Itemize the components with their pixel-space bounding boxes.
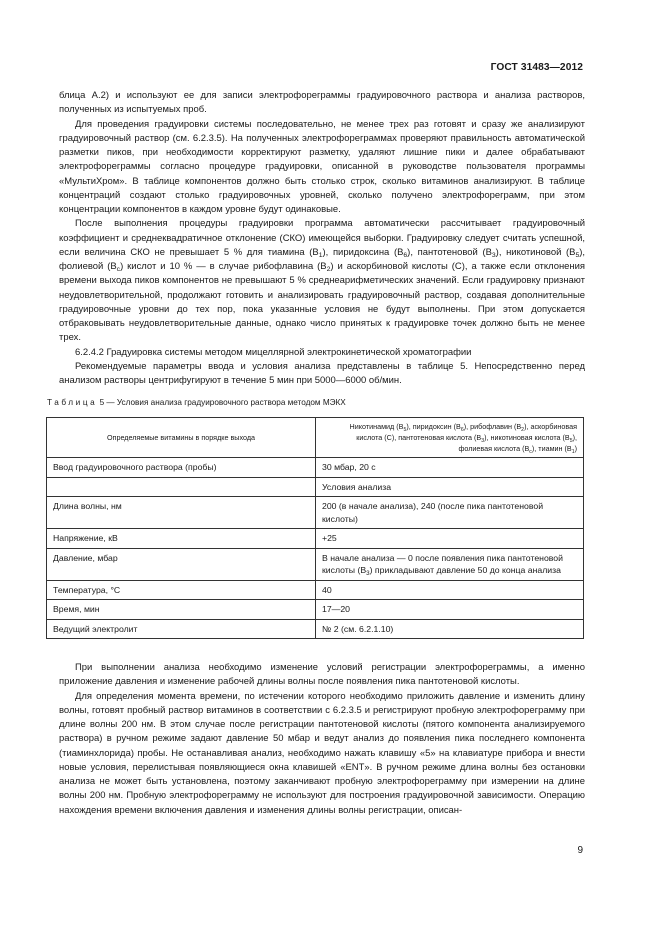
table-cell-value: 200 (в начале анализа), 240 (после пика пантотеновой кислоты) [316, 497, 584, 529]
table-cell-param: Температура, °С [47, 580, 316, 600]
table-caption [47, 398, 346, 407]
body-text [59, 89, 585, 388]
page-number: 9 [577, 845, 583, 856]
standard-header: ГОСТ 31483—2012 [490, 62, 583, 73]
paragraph-3: После выполнения процедуры градуировки программа автоматически рассчитывает градуировочный коэффициент и среднеквадратичное отклонение (СКО) имеющейся выборки. Градуировку следует считать успешной, если величина СКО не превышает 5 % для тиамина $(B_1)$, пиридоксина $(B_6)$, пантотеновой $(B_3)$, никотиновой $(B_5)$, фолиевой $(B_c)$ кислот и 10 % — в случае рибофлавина $(B_2)$ и аскорбиновой кислоты (С), а также если отклонения времени выхода пиков компонентов не превышают 5 % среднеарифметических значений. Если градуировку признают неудовлетворительной, продолжают готовить и анализировать градуировочный раствор, создавая дополнительные градуировочные уровни до тех пор, пока указанные условия не будут выполнены. При этом допускается отбраковывать неудовлетворительные данные, однако число принятых к градуировке точек должно быть не менее трех. [59, 218, 585, 344]
table-cell-param: Длина волны, нм [47, 497, 316, 529]
table-cell-value: +25 [316, 529, 584, 549]
table-cell-value: В начале анализа — 0 после появления пика пантотеновой кислоты $(B_3)$ прикладывают давление 50 до конца анализа [316, 548, 584, 580]
table-cell-param: Напряжение, кВ [47, 529, 316, 549]
conditions-table [46, 417, 584, 639]
table-cell-param [47, 477, 316, 497]
table-cell-param: Время, мин [47, 600, 316, 620]
table-cell-value: 40 [316, 580, 584, 600]
paragraph-6: При выполнении анализа необходимо изменение условий регистрации электрофореграммы, а именно приложение давления и изменение рабочей длины волны после появления пика пантотеновой кислоты. [59, 662, 585, 688]
table-cell-value: 30 мбар, 20 с [316, 458, 584, 478]
table-cell-param: Давление, мбар [47, 548, 316, 580]
section-heading-6-2-4-2: 6.2.4.2 Градуировка системы методом мицеллярной электрокинетической хроматографии [75, 346, 472, 358]
table-header-row [47, 418, 584, 458]
table-row [47, 619, 584, 639]
table-cell-value: Условия анализа [316, 477, 584, 497]
header-vitamins-list: Никотинамид $(B_5)$, пиридоксин $(B_6)$, рибофлавин $(B_2)$, аскорбиновая кислота (С), пантотеновая кислота $(B_3)$, никотиновая кислота $(B_5)$, фолиевая кислота $(B_c)$, тиамин $(B_1)$ [316, 418, 584, 458]
header-vitamins-order: Определяемые витамины в порядке выхода [47, 418, 316, 458]
table-cell-value: 17—20 [316, 600, 584, 620]
table-row [47, 497, 584, 529]
table-cell-param: Ведущий электролит [47, 619, 316, 639]
table-cell-value: № 2 (см. 6.2.1.10) [316, 619, 584, 639]
table-row [47, 548, 584, 580]
table-row [47, 458, 584, 478]
table-caption-text: 5 — Условия анализа градуировочного раствора методом МЭКХ [99, 398, 346, 407]
table-row [47, 477, 584, 497]
paragraph-2: Для проведения градуировки системы последовательно, не менее трех раз готовят и сразу же анализируют градуировочный раствор (см. 6.2.3.5). На полученных электрофореграммах проверяют правильность автоматической разметки пиков, при необходимости корректируют разметку, удаляют лишние пики и далее обрабатывают электрофореграммы согласно процедуре градуировки, описанной в руководстве пользователя программы «МультиХром». В таблице компонентов должно быть столько строк, сколько витаминов анализируют. В таблице концентраций создают столько градуировочных уровней, сколько получено электрофореграмм, при этом концентрации компонентов в каждом уровне будут одинаковые. [59, 118, 585, 215]
paragraph-1: блица А.2) и используют ее для записи электрофореграммы градуировочного раствора и анализа растворов, полученных из испытуемых проб. [59, 90, 585, 116]
body-text-after-table [59, 661, 585, 818]
table-caption-label: Таблица [47, 398, 98, 407]
table-row [47, 580, 584, 600]
table-row [47, 529, 584, 549]
paragraph-5: Рекомендуемые параметры ввода и условия анализа представлены в таблице 5. Непосредственно перед анализом растворы центрифугируют в течение 5 мин при 5000—6000 об/мин. [59, 360, 585, 386]
table-cell-param: Ввод градуировочного раствора (пробы) [47, 458, 316, 478]
table-row [47, 600, 584, 620]
paragraph-7: Для определения момента времени, по истечении которого необходимо приложить давление и изменить длину волны, готовят пробный раствор витаминов в соответствии с 6.2.3.5 и регистрируют пробную электрофореграмму при длине волны 200 нм. В этом случае после регистрации пантотеновой кислоты (пятого компонента анализируемого раствора) в ручном режиме задают давление 50 мбар и ведут анализ до появления пика последнего компонента (тиаминхлорида) пробы. Не останавливая анализ, необходимо нажать клавишу «5» на клавиатуре прибора и внести новые условия, перелистывая появляющиеся окна клавишей «ENT». В ручном режиме длина волны без остановки анализа не может быть установлена, поэтому заканчивают пробную электрофореграмму при измерении на длине волны 200 нм. Пробную электрофореграмму не используют для построения градуировочной зависимости. Операцию нахождения времени включения давления и изменения длины волны регистрации, описан- [59, 690, 585, 816]
